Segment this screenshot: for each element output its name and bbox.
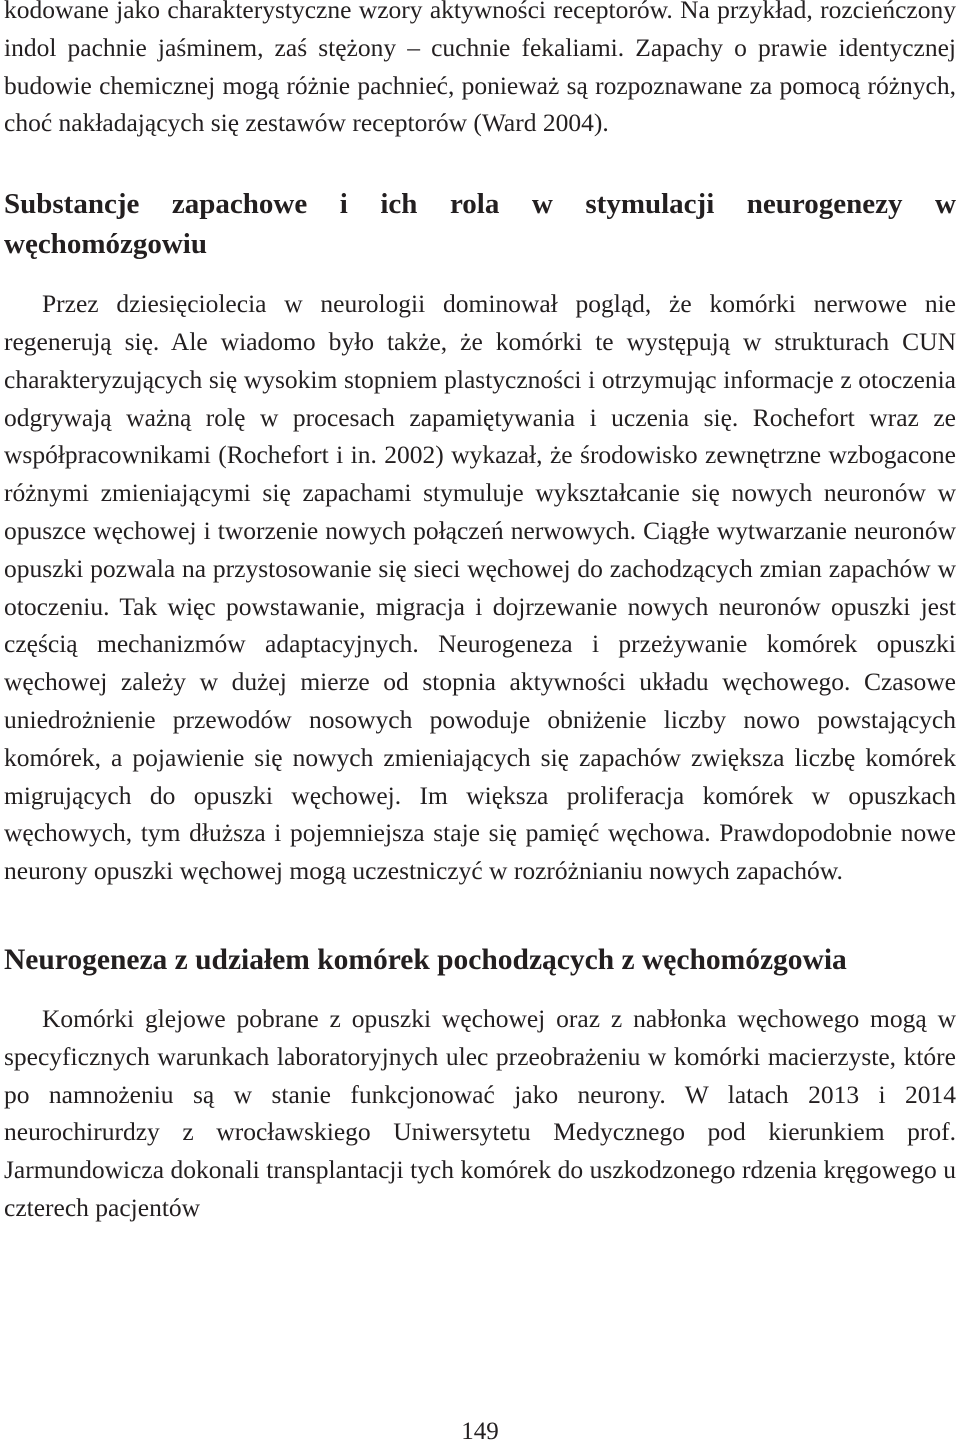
- document-page: [4, 0, 956, 1227]
- section-heading-olfactory-cells-neurogenesis: Neurogeneza z udziałem komórek pochodzących z węchomózgowia: [4, 943, 847, 976]
- section-1-paragraph: Przez dziesięciolecia w neurologii dominował pogląd, że komórki nerwowe nie regenerują się. Ale wiadomo było także, że komórki te występują w strukturach CUN charakteryzujących się wysokim stopniem plastyczności i otrzymując informacje z otoczenia odgrywają ważną rolę w procesach zapamiętywania i uczenia się. Rochefort wraz ze współpracownikami (Rochefort i in. 2002) wykazał, że środowisko zewnętrzne wzbogacone różnymi zmieniającymi się zapachami stymuluje wykształcanie się nowych neuronów w opuszce węchowej i tworzenie nowych połączeń nerwowych. Ciągłe wytwarzanie neuronów opuszki pozwala na przystosowanie się sieci węchowej do zachodzących zmian zapachów w otoczeniu. Tak więc powstawanie, migracja i dojrzewanie nowych neuronów opuszki jest częścią mechanizmów adaptacyjnych. Neurogeneza i przeżywanie komórek opuszki węchowej zależy w dużej mierze od stopnia aktywności układu węchowego. Czasowe uniedrożnienie przewodów nosowych powoduje obniżenie liczby nowo powstających komórek, a pojawienie się nowych zmieniających się zapachów zwiększa liczbę komórek migrujących do opuszki węchowej. Im większa proliferacja komórek w opuszkach węchowych, tym dłuższa i pojemniejsza staje się pamięć węchowa. Prawdopodobnie nowe neurony opuszki węchowej mogą uczestniczyć w rozróżnianiu nowych zapachów.: [4, 289, 956, 886]
- page-number: 149: [461, 1418, 499, 1445]
- section-heading-odorants-neurogenesis: Substancje zapachowe i ich rola w stymulacji neurogenezy w węchomózgowiu: [4, 188, 956, 261]
- section-2-paragraph: Komórki glejowe pobrane z opuszki węchowej oraz z nabłonka węchowego mogą w specyficznych warunkach laboratoryjnych ulec przeobrażeniu w komórki macierzyste, które po namnożeniu są w stanie funkcjonować jako neurony. W latach 2013 i 2014 neurochirurdzy z wrocławskiego Uniwersytetu Medycznego pod kierunkiem prof. Jarmundowicza dokonali transplantacji tych komórek do uszkodzonego rdzenia kręgowego u czterech pacjentów: [4, 1003, 956, 1222]
- intro-paragraph: kodowane jako charakterystyczne wzory aktywności receptorów. Na przykład, rozcieńczony indol pachnie jaśminem, zaś stężony – cuchnie fekaliami. Zapachy o prawie identycznej budowie chemicznej mogą różnie pachnieć, ponieważ są rozpoznawane za pomocą różnych, choć nakładających się zestawów receptorów (Ward 2004).: [4, 0, 956, 138]
